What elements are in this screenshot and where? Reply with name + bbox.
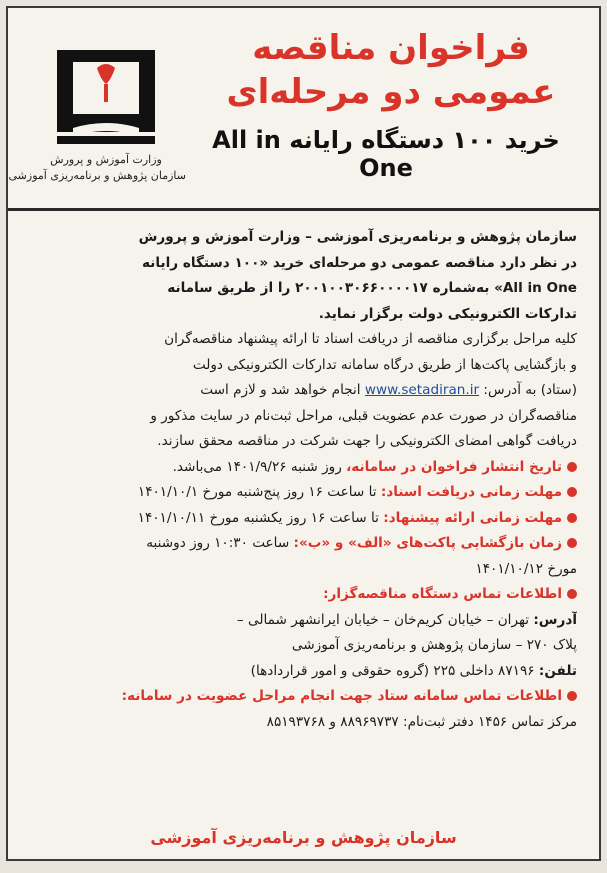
bullet-icon	[567, 538, 577, 548]
contact-phone	[30, 659, 577, 685]
intro-line-4: تدارکات الکترونیکی دولت برگزار نماید.	[318, 305, 577, 322]
bullet-icon	[567, 589, 577, 599]
paragraph-address-suffix: انجام خواهد شد و لازم است	[200, 382, 361, 398]
ministry-name: وزارت آموزش و پرورش	[50, 153, 162, 166]
intro-line-2: در نظر دارد مناقصه عمومی دو مرحله‌ای خرید «۱۰۰ دستگاه رایانه	[142, 254, 577, 271]
schedule-label: تاریخ انتشار فراخوان در سامانه،	[346, 458, 562, 475]
bullet-icon	[567, 691, 577, 701]
phone-value: ۸۷۱۹۶ داخلی ۲۲۵ (گروه حقوقی و امور قراردادها)	[250, 662, 535, 679]
bullet-icon	[567, 487, 577, 497]
notice-title-line2: عمومی دو مرحله‌ای	[226, 72, 556, 112]
address-label: آدرس:	[533, 611, 577, 628]
contact-address	[30, 608, 577, 634]
phone-label: تلفن:	[538, 662, 577, 679]
paragraph-line-2: و بازگشایی پاکت‌ها از طریق درگاه سامانه تدارکات الکترونیکی دولت	[192, 356, 577, 373]
paragraph-line-4: مناقصه‌گران در صورت عدم عضویت قبلی، مراحل ثبت‌نام در سایت مذکور و	[150, 407, 577, 424]
setad-website-link[interactable]: www.setadiran.ir	[364, 382, 480, 398]
tender-notice	[6, 6, 601, 861]
schedule-value: روز شنبه ۱۴۰۱/۹/۲۶ می‌باشد.	[172, 458, 342, 475]
bullet-icon	[567, 513, 577, 523]
notice-header	[8, 8, 599, 211]
bullet-icon	[567, 462, 577, 472]
intro-line-3-text: » به‌شماره ۲۰۰۱۰۰۳۰۶۶۰۰۰۰۱۷ را از طریق سامانه	[167, 280, 503, 296]
schedule-value: تا ساعت ۱۶ روز پنج‌شنبه مورخ ۱۴۰۱/۱۰/۱	[137, 484, 377, 500]
emblem-book-icon	[51, 36, 161, 152]
schedule-value: ساعت ۱۰:۳۰ روز دوشنبه	[146, 535, 290, 551]
schedule-value: تا ساعت ۱۶ روز یکشنبه مورخ ۱۴۰۱/۱۰/۱۱	[137, 509, 379, 526]
paragraph-line-1: کلیه مراحل برگزاری مناقصه از دریافت اسناد تا ارائه پیشنهاد مناقصه‌گران	[164, 331, 577, 347]
address-value: تهران – خیابان کریم‌خان – خیابان ایرانشهر شمالی –	[236, 611, 530, 628]
schedule-item	[30, 455, 577, 481]
schedule-item-continued: مورخ ۱۴۰۱/۱۰/۱۲	[475, 560, 577, 577]
paragraph-line-3	[30, 378, 577, 404]
intro-product-name: All in One	[502, 280, 577, 296]
paragraph-address-prefix: (ستاد) به آدرس:	[483, 382, 577, 398]
setad-contact-line: مرکز تماس ۱۴۵۶ دفتر ثبت‌نام: ۸۸۹۶۹۷۳۷ و ۸۵۱۹۳۷۶۸	[266, 713, 577, 730]
schedule-label: مهلت زمانی ارائه پیشنهاد:	[383, 509, 562, 526]
organization-name-small: سازمان پژوهش و برنامه‌ریزی آموزشی	[8, 169, 186, 182]
intro-line-3	[30, 276, 577, 302]
contact-heading: اطلاعات تماس دستگاه مناقصه‌گزار:	[30, 582, 577, 608]
subtitle-fa: خرید ۱۰۰ دستگاه رایانه	[289, 126, 560, 154]
notice-title-line1: فراخوان مناقصه	[252, 28, 530, 68]
contact-address-line-2: پلاک ۲۷۰ – سازمان پژوهش و برنامه‌ریزی آموزشی	[291, 637, 577, 653]
schedule-item	[30, 480, 577, 506]
schedule-item	[30, 506, 577, 532]
notice-body	[8, 211, 599, 735]
setad-heading: اطلاعات تماس سامانه ستاد جهت انجام مراحل عضویت در سامانه:	[30, 684, 577, 710]
schedule-label: زمان بازگشایی پاکت‌های «الف» و «ب»:	[293, 535, 562, 551]
schedule-label: مهلت زمانی دریافت اسناد:	[380, 484, 562, 500]
notice-subtitle	[191, 126, 581, 182]
schedule-item	[30, 531, 577, 557]
intro-line-1: سازمان پژوهش و برنامه‌ریزی آموزشی – وزارت آموزش و پرورش	[138, 229, 577, 245]
paragraph-line-5: دریافت گواهی امضای الکترونیکی را جهت شرکت در مناقصه محقق سازند.	[157, 433, 577, 449]
footer-organization: سازمان پژوهش و برنامه‌ریزی آموزشی	[150, 828, 457, 847]
ministry-logo	[8, 36, 186, 196]
subtitle-en: All in One	[212, 126, 413, 182]
